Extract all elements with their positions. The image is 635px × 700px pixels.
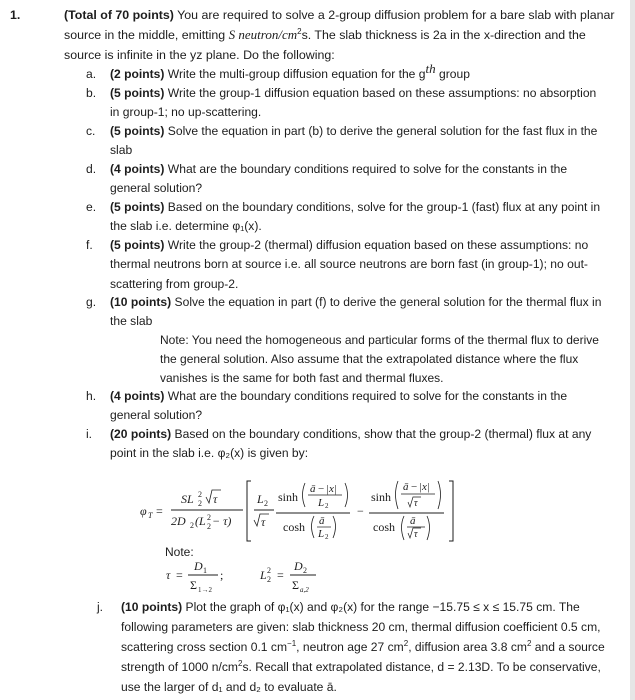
- svg-text:2: 2: [190, 521, 194, 530]
- part-d: d. (4 points) What are the boundary conditions required to solve for the constants in the general solution?: [86, 162, 568, 196]
- part-f: f. (5 points) Write the group-2 (thermal) diffusion equation based on these assumptions: no thermal neutrons born at source i.e. all source neutrons are born fast (in group-1); no out-scattering from group-2.: [86, 238, 589, 291]
- svg-text:Σ: Σ: [292, 578, 299, 592]
- thermal-flux-formula: [138, 475, 468, 545]
- svg-text:−: −: [318, 483, 325, 495]
- svg-text:L: L: [260, 568, 267, 582]
- svg-text:−: −: [411, 481, 418, 493]
- formula-note-label: Note:: [165, 545, 194, 559]
- svg-text:2: 2: [198, 490, 202, 499]
- question-number: 1.: [10, 8, 21, 22]
- question-total-points: (Total of 70 points): [64, 8, 174, 22]
- svg-text:T: T: [148, 511, 153, 520]
- svg-text:L: L: [318, 528, 325, 540]
- svg-text:=: =: [176, 568, 183, 582]
- page-edge: [630, 0, 635, 700]
- svg-text:2: 2: [267, 575, 271, 584]
- svg-text:(L: (L: [195, 514, 206, 528]
- svg-text:τ: τ: [166, 568, 171, 582]
- part-c: c. (5 points) Solve the equation in part (b) to derive the general solution for the fast flux in the slab: [86, 124, 598, 158]
- svg-text:2: 2: [207, 522, 211, 531]
- part-j: j. (10 points) Plot the graph of φ₁(x) and φ₂(x) for the range −15.75 ≤ x ≤ 15.75 cm. The following parameters are given: slab thickness 20 cm, thermal diffusion coefficient 0.5 cm, scattering cross section 0.1 $cm^{-1}$, neutron age 27 $cm^2$, diffusion area 3.8 $cm^2$ and a source strength of 1000 $n/cm^2s$. Recall that extrapolated distance, d = 2.13D. To be conservative, use the larger of d₁ and d₂ to evaluate ā.: [97, 600, 605, 694]
- part-b: b. (5 points) Write the group-1 diffusion equation based on these assumptions: no absorption in group-1; no up-scattering.: [86, 86, 597, 120]
- part-i: i. (20 points) Based on the boundary conditions, show that the group-2 (thermal) flux at any point in the slab i.e. φ₂(x) is given by:: [86, 427, 592, 461]
- svg-text:1→2: 1→2: [198, 586, 212, 594]
- svg-text:ā: ā: [410, 515, 416, 527]
- svg-text:2: 2: [207, 513, 211, 522]
- svg-text:D: D: [294, 559, 303, 573]
- svg-text:τ: τ: [261, 515, 266, 529]
- part-a: a. (2 points) Write the multi-group diffusion equation for the $g^{th}$ group: [86, 60, 470, 81]
- svg-text:sinh: sinh: [278, 490, 299, 504]
- svg-text:ā: ā: [403, 481, 409, 493]
- svg-text:cosh: cosh: [373, 520, 395, 534]
- part-h: h. (4 points) What are the boundary conditions required to solve for the constants in the general solution?: [86, 389, 568, 423]
- svg-text:2: 2: [325, 533, 329, 541]
- svg-text:;: ;: [220, 568, 224, 582]
- svg-text:Σ: Σ: [190, 578, 197, 592]
- svg-text:τ: τ: [213, 492, 218, 506]
- svg-text:2: 2: [264, 499, 268, 508]
- svg-text:sinh: sinh: [371, 490, 392, 504]
- svg-text:2D: 2D: [171, 514, 186, 528]
- svg-text:=: =: [277, 568, 284, 582]
- svg-text:ā: ā: [319, 515, 325, 527]
- svg-text:L: L: [318, 497, 325, 509]
- svg-text:=: =: [156, 504, 163, 518]
- svg-text:L: L: [257, 492, 264, 506]
- svg-text:ā: ā: [310, 483, 316, 495]
- svg-text:1: 1: [203, 566, 207, 575]
- part-e: e. (5 points) Based on the boundary conditions, solve for the group-1 (fast) flux at any point in the slab i.e. determine φ₁(x).: [86, 200, 601, 234]
- svg-text:D: D: [194, 559, 203, 573]
- phi-symbol: φ: [140, 504, 147, 518]
- svg-text:2: 2: [267, 566, 271, 575]
- svg-text:−: −: [357, 504, 364, 518]
- question-intro: (Total of 70 points) You are required to solve a 2-group diffusion problem for a bare slab with planar source in the middle, emitting S neutron/$cm^2s$. The slab thickness is 2a in the x-direction and the source is infinite in the yz plane. Do the following:: [64, 8, 615, 62]
- svg-text:SL: SL: [181, 492, 194, 506]
- part-g: g. (10 points) Solve the equation in part (f) to derive the general solution for the thermal flux in the slab: [86, 295, 602, 329]
- svg-text:cosh: cosh: [283, 520, 305, 534]
- svg-text:τ: τ: [414, 498, 418, 509]
- part-g-note: Note: You need the homogeneous and particular forms of the thermal flux to derive the general solution. Also assume that the extrapolated distance where the flux vanishes is the same for both fast and thermal fluxes.: [160, 333, 599, 385]
- svg-text:2: 2: [198, 499, 202, 508]
- svg-text:2: 2: [303, 566, 307, 575]
- svg-text:|x|: |x|: [419, 481, 430, 493]
- svg-text:|x|: |x|: [326, 483, 337, 495]
- svg-text:a,2: a,2: [300, 586, 309, 594]
- svg-text:2: 2: [325, 502, 329, 510]
- question-1: [10, 6, 620, 65]
- tau-and-L-definitions: [160, 555, 360, 597]
- svg-text:− τ): − τ): [212, 514, 232, 528]
- svg-text:τ: τ: [414, 529, 418, 540]
